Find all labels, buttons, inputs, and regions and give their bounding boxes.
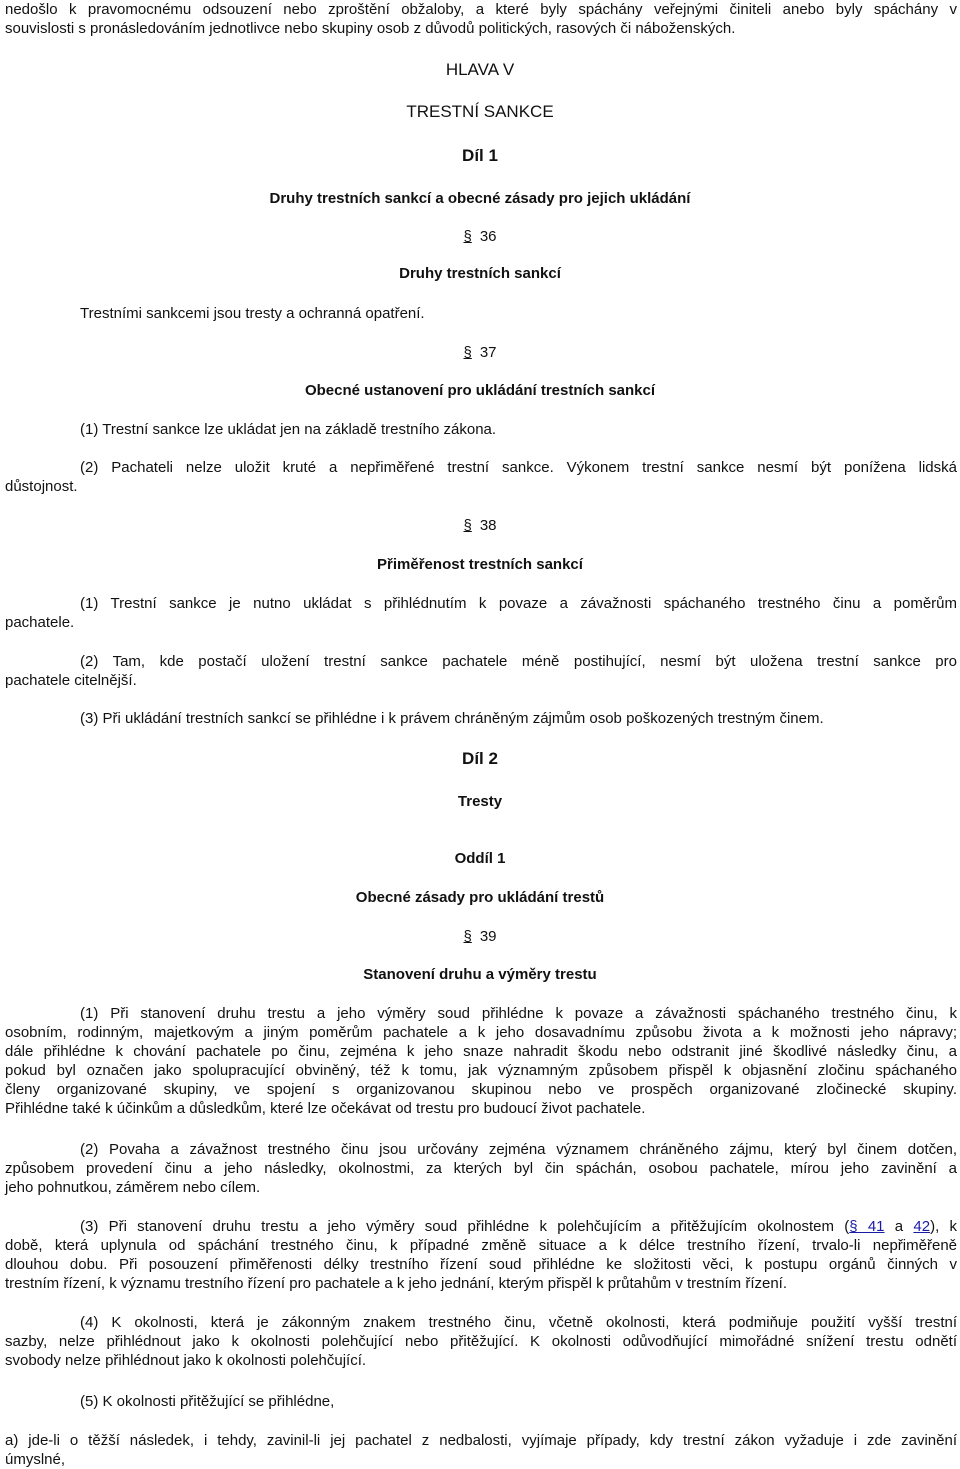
section-39-para-4-line-2: sazby, nelze přihlédnout jako k okolnosti polehčující nebo přitěžující. K okolnosti odůvodňující mimořádné snížení trestu odnětí [5, 1333, 957, 1350]
section-39-para-3-line-2: době, která uplynula od spáchání trestného činu, k případné změně situace a k délce trestního řízení, trvalo-li nepřiměřeně [5, 1237, 957, 1254]
section-39-para-1-line-1: (1) Při stanovení druhu trestu a jeho výměry soud přihlédne k povaze a závažnosti spáchaného trestného činu, k [80, 1005, 957, 1022]
section-37-para-1: (1) Trestní sankce lze ukládat jen na základě trestního zákona. [80, 421, 497, 438]
section-39-para-1-line-5: členy organizované skupiny, ve spojení s organizovanou skupinou nebo ve prospěch organizované zločinecké skupiny. [5, 1081, 957, 1098]
dil1-title: Druhy trestních sankcí a obecné zásady pro jejich ukládání [269, 190, 691, 207]
section-39-para-3-line-3: dlouhou dobu. Při posouzení přiměřenosti délky trestního řízení soud přihlédne ke složitosti věci, k postupu orgánů činných v [5, 1256, 957, 1273]
section-39-para-2-line-3: jeho pohnutkou, záměrem nebo cílem. [5, 1179, 261, 1196]
hlava-label: HLAVA V [445, 60, 515, 79]
section-36-text: Trestními sankcemi jsou tresty a ochranná opatření. [80, 305, 425, 322]
oddil1-label: Oddíl 1 [454, 850, 506, 867]
section-number: 39 [479, 928, 497, 945]
section-39-para-1-line-6: Přihlédne také k účinkům a důsledkům, které lze očekávat od trestu pro budoucí život pachatele. [5, 1100, 646, 1117]
section-number: 36 [479, 228, 497, 245]
section-37-para-2-line-2: důstojnost. [5, 478, 78, 495]
section-39-para-2-line-2: způsobem provedení činu a jeho následky, okolnostmi, za kterých byl čin spáchán, osobou pachatele, mírou jeho zavinění a [5, 1160, 957, 1177]
section-number: 38 [479, 517, 497, 534]
section-symbol: § [463, 928, 472, 945]
intro-line-2: souvislosti s pronásledováním jednotlivce nebo skupiny osob z důvodů politických, rasových či náboženských. [5, 20, 736, 37]
section-39-item-a-line-1: a) jde-li o těžší následek, i tehdy, zavinil-li jej pachatel z nedbalosti, vyjímaje případy, kdy trestní zákon vyžaduje i zde zavinění [5, 1432, 957, 1449]
section-39-item-a-line-2: úmyslné, [5, 1451, 66, 1468]
dil2-label: Díl 2 [462, 749, 498, 768]
section-38-para-2-line-1: (2) Tam, kde postačí uložení trestní sankce pachatele méně postihující, nesmí být uložena trestní sankce pro [80, 653, 957, 670]
hlava-title: TRESTNÍ SANKCE [406, 102, 554, 121]
section-41-link[interactable]: § 41 [849, 1218, 885, 1235]
section-39-para-3-line-4: trestním řízení, k významu trestního řízení pro pachatele a k jeho jednání, kterým přispěl k průtahům v trestním řízení. [5, 1275, 788, 1292]
section-38-para-1-line-2: pachatele. [5, 614, 75, 631]
section-number: 37 [479, 344, 497, 361]
section-36-heading [0, 227, 960, 246]
section-39-para-2-line-1: (2) Povaha a závažnost trestného činu jsou určovány zejména významem chráněného zájmu, který byl činem dotčen, [80, 1141, 957, 1158]
section-38-heading [0, 516, 960, 535]
section-37-para-2-line-1: (2) Pachateli nelze uložit kruté a nepřiměřené trestní sankce. Výkonem trestní sankce nesmí být ponížena lidská [80, 459, 957, 476]
oddil1-title: Obecné zásady pro ukládání trestů [355, 889, 605, 906]
section-39-title: Stanovení druhu a výměry trestu [363, 966, 597, 983]
section-39-para-4-line-1: (4) K okolnosti, která je zákonným znakem trestného činu, včetně okolnosti, která podmiňuje použití vyšší trestní [80, 1314, 957, 1331]
section-38-para-2-line-2: pachatele citelnější. [5, 672, 137, 689]
section-39-para-1-line-2: osobním, rodinným, majetkovým a jiným poměrům pachatele a k jeho dosavadnímu způsobu života a k možnosti jeho nápravy; [5, 1024, 957, 1041]
section-39-para-1-line-4: pokud byl označen jako spolupracující obviněný, též k tomu, jak významným způsobem přispěl k objasnění zločinu spáchaného [5, 1062, 957, 1079]
intro-line-1: nedošlo k pravomocnému odsouzení nebo zproštění obžaloby, a které byly spáchány veřejnými činiteli anebo byly spáchány v [5, 1, 957, 18]
section-38-para-1-line-1: (1) Trestní sankce je nutno ukládat s přihlédnutím k povaze a závažnosti spáchaného trestného činu a poměrům [80, 595, 957, 612]
section-38-para-3: (3) Při ukládání trestních sankcí se přihlédne i k právem chráněným zájmům osob poškozených trestným činem. [80, 710, 824, 727]
section-symbol: § [463, 517, 472, 534]
section-38-title: Přiměřenost trestních sankcí [377, 556, 583, 573]
section-symbol: § [463, 228, 472, 245]
section-39-para-3-line-1: (3) Při stanovení druhu trestu a jeho výměry soud přihlédne k polehčujícím a přitěžujícím okolnostem (§ 41 a 42), k [80, 1218, 958, 1235]
section-37-heading [0, 343, 960, 362]
section-symbol: § [463, 344, 472, 361]
section-42-link[interactable]: 42 [913, 1218, 931, 1235]
section-37-title: Obecné ustanovení pro ukládání trestních sankcí [304, 382, 656, 399]
section-36-title: Druhy trestních sankcí [399, 265, 561, 282]
dil2-title: Tresty [457, 793, 503, 810]
section-39-para-1-line-3: dále přihlédne k chování pachatele po činu, zejména k jeho snaze nahradit škodu nebo odstranit jiné škodlivé následky činu, a [5, 1043, 957, 1060]
section-39-para-5: (5) K okolnosti přitěžující se přihlédne, [80, 1393, 335, 1410]
dil1-label: Díl 1 [462, 146, 498, 165]
section-39-para-4-line-3: svobody nelze přihlédnout jako k okolnosti polehčující. [5, 1352, 367, 1369]
section-39-heading [0, 927, 960, 946]
